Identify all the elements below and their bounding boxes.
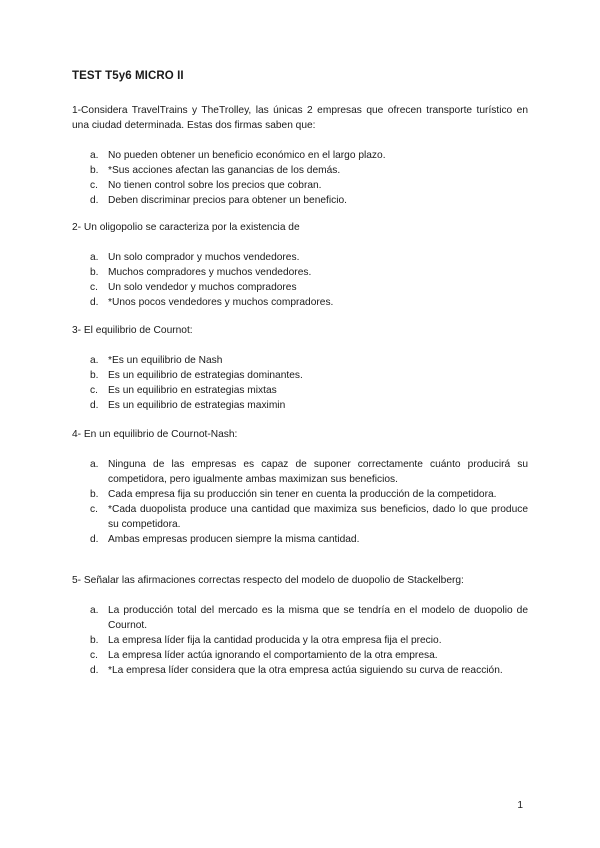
option-marker: d.: [90, 195, 99, 206]
option-text: *Sus acciones afectan las ganancias de los demás.: [108, 165, 341, 176]
option-item: [72, 603, 528, 633]
option-text: Un solo comprador y muchos vendedores.: [108, 252, 300, 263]
option-item: [72, 163, 528, 178]
option-text: *La empresa líder considera que la otra empresa actúa siguiendo su curva de reacción.: [108, 665, 503, 676]
option-marker: d.: [90, 400, 99, 411]
option-item: [72, 532, 528, 547]
option-list: [72, 457, 528, 547]
option-text: La producción total del mercado es la misma que se tendría en el modelo de duopolio de Cournot.: [108, 605, 528, 631]
option-marker: d.: [90, 534, 99, 545]
option-item: [72, 353, 528, 368]
option-item: [72, 457, 528, 487]
option-text: La empresa líder actúa ignorando el comportamiento de la otra empresa.: [108, 650, 438, 661]
question-5: [72, 573, 528, 678]
option-text: Ninguna de las empresas es capaz de suponer correctamente cuánto producirá su competidora, pero igualmente ambas maximizan sus beneficios.: [108, 459, 528, 485]
option-marker: c.: [90, 504, 98, 515]
option-marker: c.: [90, 282, 98, 293]
option-text: Deben discriminar precios para obtener un beneficio.: [108, 195, 347, 206]
option-marker: a.: [90, 252, 99, 263]
option-item: [72, 398, 528, 413]
option-marker: b.: [90, 165, 99, 176]
option-marker: a.: [90, 605, 99, 616]
question-text: 4- En un equilibrio de Cournot-Nash:: [72, 429, 238, 440]
question-text: 1-Considera TravelTrains y TheTrolley, las únicas 2 empresas que ofrecen transporte turístico en una ciudad determinada. Estas dos firmas saben que:: [72, 105, 528, 131]
option-marker: a.: [90, 150, 99, 161]
option-text: No tienen control sobre los precios que cobran.: [108, 180, 322, 191]
question-4: [72, 427, 528, 547]
question-1: [72, 103, 528, 208]
option-marker: d.: [90, 665, 99, 676]
option-item: [72, 502, 528, 532]
option-item: [72, 193, 528, 208]
option-text: *Unos pocos vendedores y muchos compradores.: [108, 297, 334, 308]
option-item: [72, 250, 528, 265]
option-marker: a.: [90, 459, 99, 470]
page-number: 1: [517, 800, 523, 811]
option-text: *Es un equilibrio de Nash: [108, 355, 223, 366]
question-text: 5- Señalar las afirmaciones correctas respecto del modelo de duopolio de Stackelberg:: [72, 575, 464, 586]
option-marker: b.: [90, 267, 99, 278]
option-list: [72, 603, 528, 678]
document-title: TEST T5y6 MICRO II: [72, 70, 184, 82]
option-item: [72, 280, 528, 295]
option-text: Cada empresa fija su producción sin tener en cuenta la producción de la competidora.: [108, 489, 497, 500]
option-marker: c.: [90, 650, 98, 661]
option-marker: b.: [90, 370, 99, 381]
question-text: 3- El equilibrio de Cournot:: [72, 325, 193, 336]
option-marker: c.: [90, 385, 98, 396]
option-marker: b.: [90, 489, 99, 500]
option-marker: c.: [90, 180, 98, 191]
option-text: Es un equilibrio en estrategias mixtas: [108, 385, 277, 396]
option-item: [72, 148, 528, 163]
question-3: [72, 323, 528, 413]
option-text: Ambas empresas producen siempre la misma cantidad.: [108, 534, 360, 545]
option-list: [72, 353, 528, 413]
option-item: [72, 178, 528, 193]
option-text: No pueden obtener un beneficio económico en el largo plazo.: [108, 150, 386, 161]
option-list: [72, 250, 528, 310]
option-list: [72, 148, 528, 208]
option-item: [72, 295, 528, 310]
option-item: [72, 648, 528, 663]
option-text: La empresa líder fija la cantidad producida y la otra empresa fija el precio.: [108, 635, 442, 646]
option-item: [72, 368, 528, 383]
option-text: Es un equilibrio de estrategias dominantes.: [108, 370, 303, 381]
option-text: *Cada duopolista produce una cantidad que maximiza sus beneficios, dado lo que produce su competidora.: [108, 504, 528, 530]
option-marker: b.: [90, 635, 99, 646]
option-item: [72, 663, 528, 678]
option-text: Muchos compradores y muchos vendedores.: [108, 267, 312, 278]
question-2: [72, 220, 528, 310]
option-marker: a.: [90, 355, 99, 366]
question-text: 2- Un oligopolio se caracteriza por la existencia de: [72, 222, 300, 233]
option-text: Es un equilibrio de estrategias maximin: [108, 400, 286, 411]
option-text: Un solo vendedor y muchos compradores: [108, 282, 297, 293]
option-item: [72, 487, 528, 502]
option-item: [72, 633, 528, 648]
option-item: [72, 265, 528, 280]
option-item: [72, 383, 528, 398]
option-marker: d.: [90, 297, 99, 308]
